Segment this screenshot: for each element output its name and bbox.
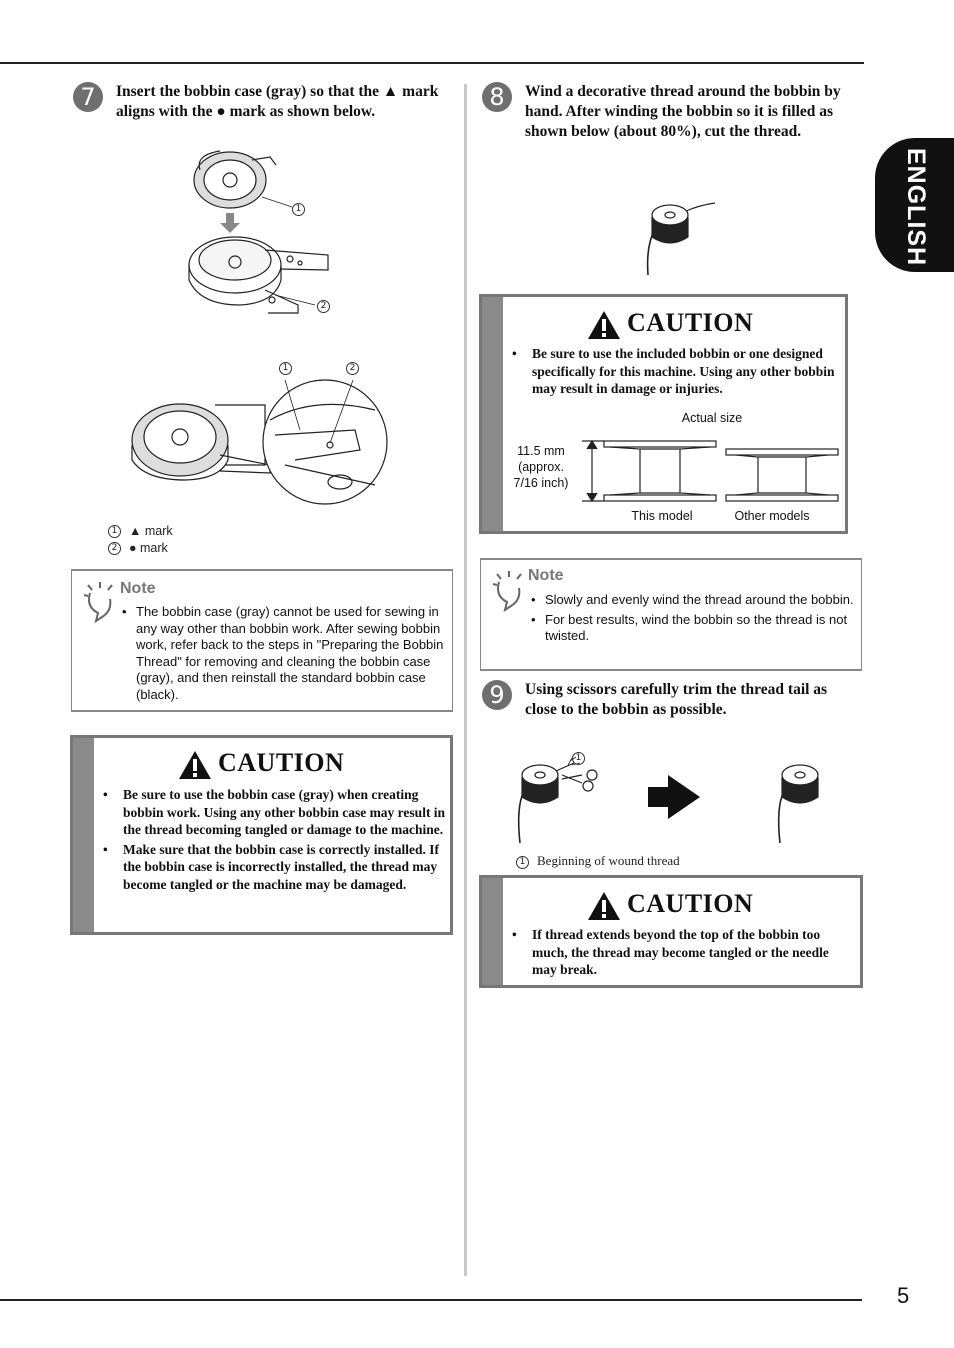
callout-1-top: 1: [292, 202, 313, 216]
top-rule: [0, 62, 864, 64]
warning-triangle-icon: [587, 891, 621, 921]
step-9-number: 9: [482, 680, 512, 710]
note-box-left: [71, 569, 453, 712]
dimension-approx: (approx.: [518, 460, 564, 474]
caution-box-left: [70, 735, 453, 935]
note-title-left: Note: [120, 580, 156, 597]
callout-2-top: 2: [317, 299, 338, 313]
step-7-number: 7: [73, 82, 103, 112]
legend-9: 1 Beginning of wound thread: [516, 853, 680, 869]
dimension-mm: 11.5 mm: [517, 444, 565, 458]
caution-list-right-2: [510, 926, 855, 981]
callout-2-bottom: 2: [346, 361, 367, 375]
actual-size-label: Actual size: [681, 411, 743, 425]
wound-bobbin-illustration: [640, 195, 720, 280]
caution-list-left: [101, 786, 446, 896]
lightbulb-icon: [491, 570, 527, 612]
note-title-right: Note: [528, 567, 564, 584]
note-right-item-2: • For best results, wind the bobbin so the thread is not twisted.: [531, 612, 855, 645]
callout-1-step9: 1: [572, 751, 593, 765]
step-8-text: Wind a decorative thread around the bobbin by hand. After winding the bobbin so it is filled as shown below (about 80%), cut the thread.: [525, 83, 841, 140]
caution-left-item-1: • Be sure to use the bobbin case (gray) when creating bobbin work. Using any other bobbin case may result in the thread becoming tangled or damage to the machine.: [101, 786, 446, 839]
language-tab: [875, 138, 954, 272]
note-list-right: [531, 592, 855, 648]
legend-7-item-1: 1 ▲ mark: [108, 524, 173, 538]
caution-box-right-1: [479, 294, 848, 534]
page-number: 5: [897, 1283, 910, 1308]
step-8-number: 8: [482, 82, 512, 112]
warning-triangle-icon: [178, 750, 212, 780]
note-list-left: [122, 604, 444, 707]
step-9-text: Using scissors carefully trim the thread tail as close to the bobbin as possible.: [525, 681, 828, 718]
caution-list-right-1: [510, 345, 840, 400]
note-right-item-1: • Slowly and evenly wind the thread around the bobbin.: [531, 592, 855, 609]
caution-side-bar: [73, 738, 94, 932]
callout-1-bottom: 1: [279, 361, 300, 375]
bobbin-case-installed-illustration: [125, 375, 390, 510]
legend-7-item-2: 2 ● mark: [108, 541, 168, 555]
caution-left-item-2: • Make sure that the bobbin case is correctly installed. If the bobbin case is incorrectly installed, the thread may become tangled or the machine may be damaged.: [101, 841, 446, 894]
note-left-item-1: • The bobbin case (gray) cannot be used for sewing in any way other than bobbin work. After sewing bobbin work, refer back to the steps in "Preparing the Bobbin Thread" for removing and cleaning the bobbin case (gray), and then reinstall the standard bobbin case (black).: [122, 604, 444, 704]
caution-title-right-1: CAUTION: [627, 308, 754, 337]
other-models-label: Other models: [734, 509, 810, 523]
warning-triangle-icon: [587, 310, 621, 340]
bottom-rule: [0, 1299, 862, 1301]
trim-thread-illustration: [510, 755, 840, 850]
caution-side-bar: [482, 297, 503, 531]
step-7-text: Insert the bobbin case (gray) so that the ▲ mark aligns with the ● mark as shown below.: [116, 83, 439, 120]
this-model-label: This model: [631, 509, 693, 523]
note-box-right: [480, 558, 862, 671]
caution-box-right-2: [479, 875, 863, 988]
caution-right-2-item-1: • If thread extends beyond the top of the bobbin too much, the thread may become tangled or the needle may break.: [510, 926, 855, 979]
caution-right-1-item-1: • Be sure to use the included bobbin or one designed specifically for this machine. Using any other bobbin may result in damage or injuries.: [510, 345, 840, 398]
language-tab-label: ENGLISH: [902, 148, 930, 267]
caution-title-left: CAUTION: [218, 748, 345, 777]
column-divider: [464, 84, 467, 1276]
lightbulb-icon: [82, 581, 118, 623]
bobbin-size-comparison-diagram: [578, 437, 844, 507]
dimension-inch: 7/16 inch): [513, 476, 569, 490]
caution-side-bar: [482, 878, 503, 985]
caution-title-right-2: CAUTION: [627, 889, 754, 918]
bobbin-case-insertion-illustration: [180, 145, 340, 320]
